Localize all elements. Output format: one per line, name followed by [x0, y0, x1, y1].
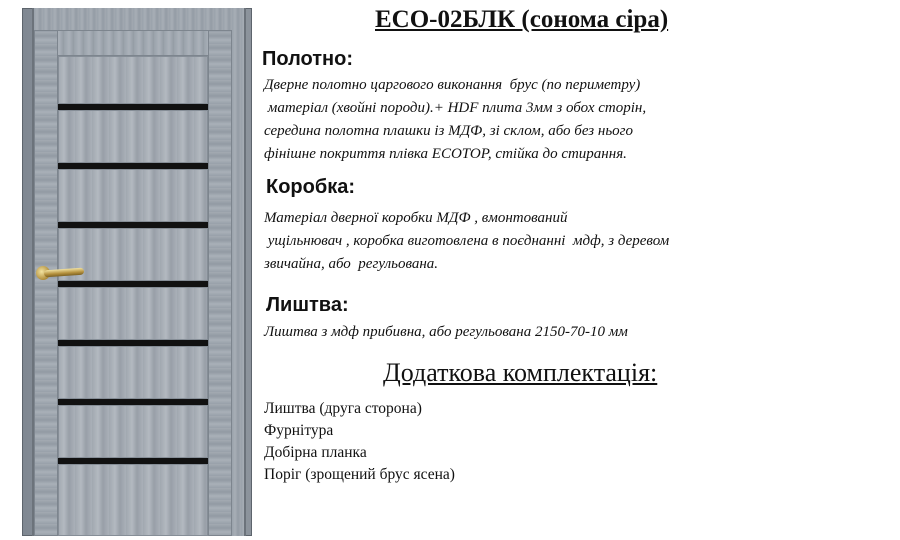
- section-text-polotno: Дверне полотно царгового виконання брус (по периметру) матеріал (хвойні породи).+ HDF плита 3мм з обох сторін, середина полотна плашки із МДФ, зі склом, або без нього фінішне покриття плівка ECOTOP, стійка до стирання.: [264, 77, 647, 162]
- extra-heading: Додаткова комплектація:: [383, 358, 658, 387]
- section-text-korobka: Матеріал дверної коробки МДФ , вмонтований ущільнювач , коробка виготовлена в поєднанні мдф, з деревом звичайна, або регульована.: [264, 210, 670, 272]
- door-panel: [58, 464, 208, 536]
- door-handle-icon: [36, 266, 84, 280]
- door-top-rail: [34, 30, 232, 56]
- door-panel: [58, 287, 208, 340]
- page-title: ECO-02БЛК (сонома сіра): [375, 6, 669, 33]
- section-text-lyshtva: Лиштва з мдф прибивна, або регульована 2150-70-10 мм: [264, 324, 628, 340]
- section-heading-polotno: Полотно:: [262, 48, 354, 70]
- door-panel: [58, 405, 208, 458]
- door-panel: [58, 169, 208, 222]
- section-heading-lyshtva: Лиштва:: [266, 294, 349, 316]
- list-item: Добірна планка: [264, 444, 367, 461]
- door-panel: [58, 110, 208, 163]
- door-image: [22, 8, 252, 536]
- door-panel: [58, 56, 208, 104]
- door-left-stile: [34, 30, 58, 536]
- door-panel: [58, 346, 208, 399]
- section-heading-korobka: Коробка:: [266, 176, 356, 198]
- list-item: Поріг (зрощений брус ясена): [264, 466, 455, 483]
- door-right-stile: [208, 30, 232, 536]
- list-item: Лиштва (друга сторона): [264, 400, 422, 417]
- extra-list: [264, 398, 455, 486]
- list-item: Фурнітура: [264, 422, 334, 439]
